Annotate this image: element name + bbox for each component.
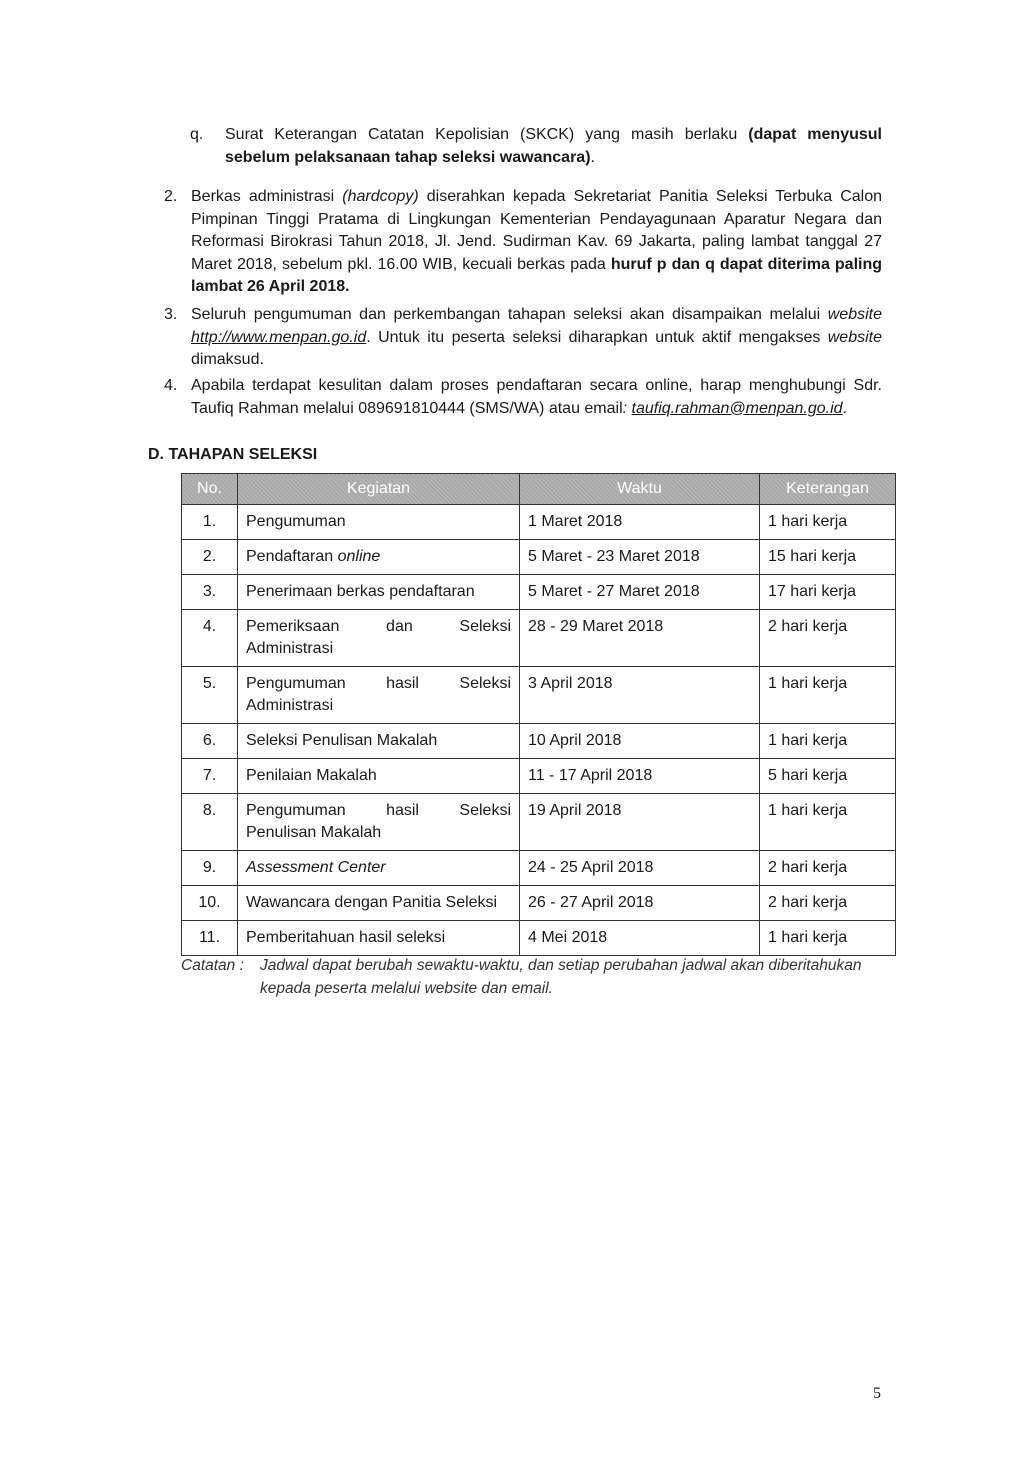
website-link[interactable]: http://www.menpan.go.id <box>191 328 367 346</box>
list-item-text: Seluruh pengumuman dan perkembangan tahapan seleksi akan disampaikan melalui website http://www.menpan.go.id. Untuk itu peserta seleksi diharapkan untuk aktif mengakses website dimaksud. <box>191 306 882 368</box>
cell-keterangan: 1 hari kerja <box>760 921 896 956</box>
table-row <box>182 724 896 759</box>
cell-kegiatan: Pengumuman hasil Seleksi Administrasi <box>238 667 520 724</box>
cell-no: 5. <box>182 667 238 724</box>
column-header-keterangan: Keterangan <box>760 474 896 505</box>
cell-no: 8. <box>182 794 238 851</box>
cell-no: 3. <box>182 575 238 610</box>
table-row <box>182 540 896 575</box>
cell-no: 10. <box>182 886 238 921</box>
list-marker: 4. <box>164 377 178 394</box>
cell-keterangan: 2 hari kerja <box>760 886 896 921</box>
list-marker: q. <box>190 126 204 143</box>
cell-kegiatan: Penilaian Makalah <box>238 759 520 794</box>
table-row <box>182 851 896 886</box>
cell-keterangan: 1 hari kerja <box>760 724 896 759</box>
table-row <box>182 610 896 667</box>
page-number: 5 <box>873 1385 881 1402</box>
cell-waktu: 10 April 2018 <box>520 724 760 759</box>
cell-kegiatan: Pengumuman hasil Seleksi Penulisan Makalah <box>238 794 520 851</box>
cell-no: 7. <box>182 759 238 794</box>
note-text: Jadwal dapat berubah sewaktu-waktu, dan setiap perubahan jadwal akan diberitahukan kepada peserta melalui website dan email. <box>260 957 862 997</box>
table-row <box>182 505 896 540</box>
cell-waktu: 5 Maret - 23 Maret 2018 <box>520 540 760 575</box>
table-row <box>182 575 896 610</box>
cell-no: 4. <box>182 610 238 667</box>
table-row <box>182 667 896 724</box>
list-item-text: Berkas administrasi (hardcopy) diserahkan kepada Sekretariat Panitia Seleksi Terbuka Calon Pimpinan Tinggi Pratama di Lingkungan Kementerian Pendayagunaan Aparatur Negara dan Reformasi Birokrasi Tahun 2018, Jl. Jend. Sudirman Kav. 69 Jakarta, paling lambat tanggal 27 Maret 2018, sebelum pkl. 16.00 WIB, kecuali berkas pada huruf p dan q dapat diterima paling lambat 26 April 2018. <box>191 188 883 295</box>
cell-no: 11. <box>182 921 238 956</box>
cell-no: 1. <box>182 505 238 540</box>
cell-waktu: 11 - 17 April 2018 <box>520 759 760 794</box>
cell-no: 6. <box>182 724 238 759</box>
cell-waktu: 4 Mei 2018 <box>520 921 760 956</box>
cell-kegiatan: Pengumuman <box>238 505 520 540</box>
list-item-text: Apabila terdapat kesulitan dalam proses pendaftaran secara online, harap menghubungi Sdr. Taufiq Rahman melalui 089691810444 (SMS/WA) atau email: taufiq.rahman@menpan.go.id. <box>191 377 882 417</box>
cell-keterangan: 2 hari kerja <box>760 610 896 667</box>
cell-keterangan: 2 hari kerja <box>760 851 896 886</box>
cell-keterangan: 1 hari kerja <box>760 505 896 540</box>
list-marker: 3. <box>164 306 178 323</box>
table-body <box>182 505 896 956</box>
list-item-3 <box>164 304 882 372</box>
cell-kegiatan: Penerimaan berkas pendaftaran <box>238 575 520 610</box>
cell-kegiatan: Seleksi Penulisan Makalah <box>238 724 520 759</box>
selection-stages-table <box>181 473 895 956</box>
email-link[interactable]: taufiq.rahman@menpan.go.id <box>631 399 843 417</box>
table-row <box>182 794 896 851</box>
cell-waktu: 19 April 2018 <box>520 794 760 851</box>
list-marker: 2. <box>164 188 178 205</box>
table-header-row <box>182 474 896 505</box>
column-header-waktu: Waktu <box>520 474 760 505</box>
cell-kegiatan: Pendaftaran online <box>238 540 520 575</box>
list-item-2 <box>164 186 882 299</box>
table-row <box>182 921 896 956</box>
cell-waktu: 5 Maret - 27 Maret 2018 <box>520 575 760 610</box>
cell-kegiatan: Assessment Center <box>238 851 520 886</box>
cell-waktu: 26 - 27 April 2018 <box>520 886 760 921</box>
cell-keterangan: 15 hari kerja <box>760 540 896 575</box>
cell-keterangan: 5 hari kerja <box>760 759 896 794</box>
list-item-text: Surat Keterangan Catatan Kepolisian (SKCK) yang masih berlaku (dapat menyusul sebelum pelaksanaan tahap seleksi wawancara). <box>225 126 882 166</box>
note <box>181 955 891 1000</box>
column-header-no: No. <box>182 474 238 505</box>
cell-keterangan: 17 hari kerja <box>760 575 896 610</box>
stages-table <box>181 473 896 956</box>
cell-keterangan: 1 hari kerja <box>760 794 896 851</box>
cell-kegiatan: Pemberitahuan hasil seleksi <box>238 921 520 956</box>
table-row <box>182 759 896 794</box>
table-row <box>182 886 896 921</box>
note-label: Catatan : <box>181 957 244 974</box>
list-item-q <box>190 124 882 169</box>
cell-keterangan: 1 hari kerja <box>760 667 896 724</box>
cell-no: 2. <box>182 540 238 575</box>
cell-waktu: 24 - 25 April 2018 <box>520 851 760 886</box>
cell-waktu: 28 - 29 Maret 2018 <box>520 610 760 667</box>
cell-kegiatan: Pemeriksaan dan Seleksi Administrasi <box>238 610 520 667</box>
list-item-4 <box>164 375 882 420</box>
cell-waktu: 1 Maret 2018 <box>520 505 760 540</box>
column-header-kegiatan: Kegiatan <box>238 474 520 505</box>
cell-waktu: 3 April 2018 <box>520 667 760 724</box>
section-heading: D. TAHAPAN SELEKSI <box>148 446 318 463</box>
cell-kegiatan: Wawancara dengan Panitia Seleksi <box>238 886 520 921</box>
cell-no: 9. <box>182 851 238 886</box>
